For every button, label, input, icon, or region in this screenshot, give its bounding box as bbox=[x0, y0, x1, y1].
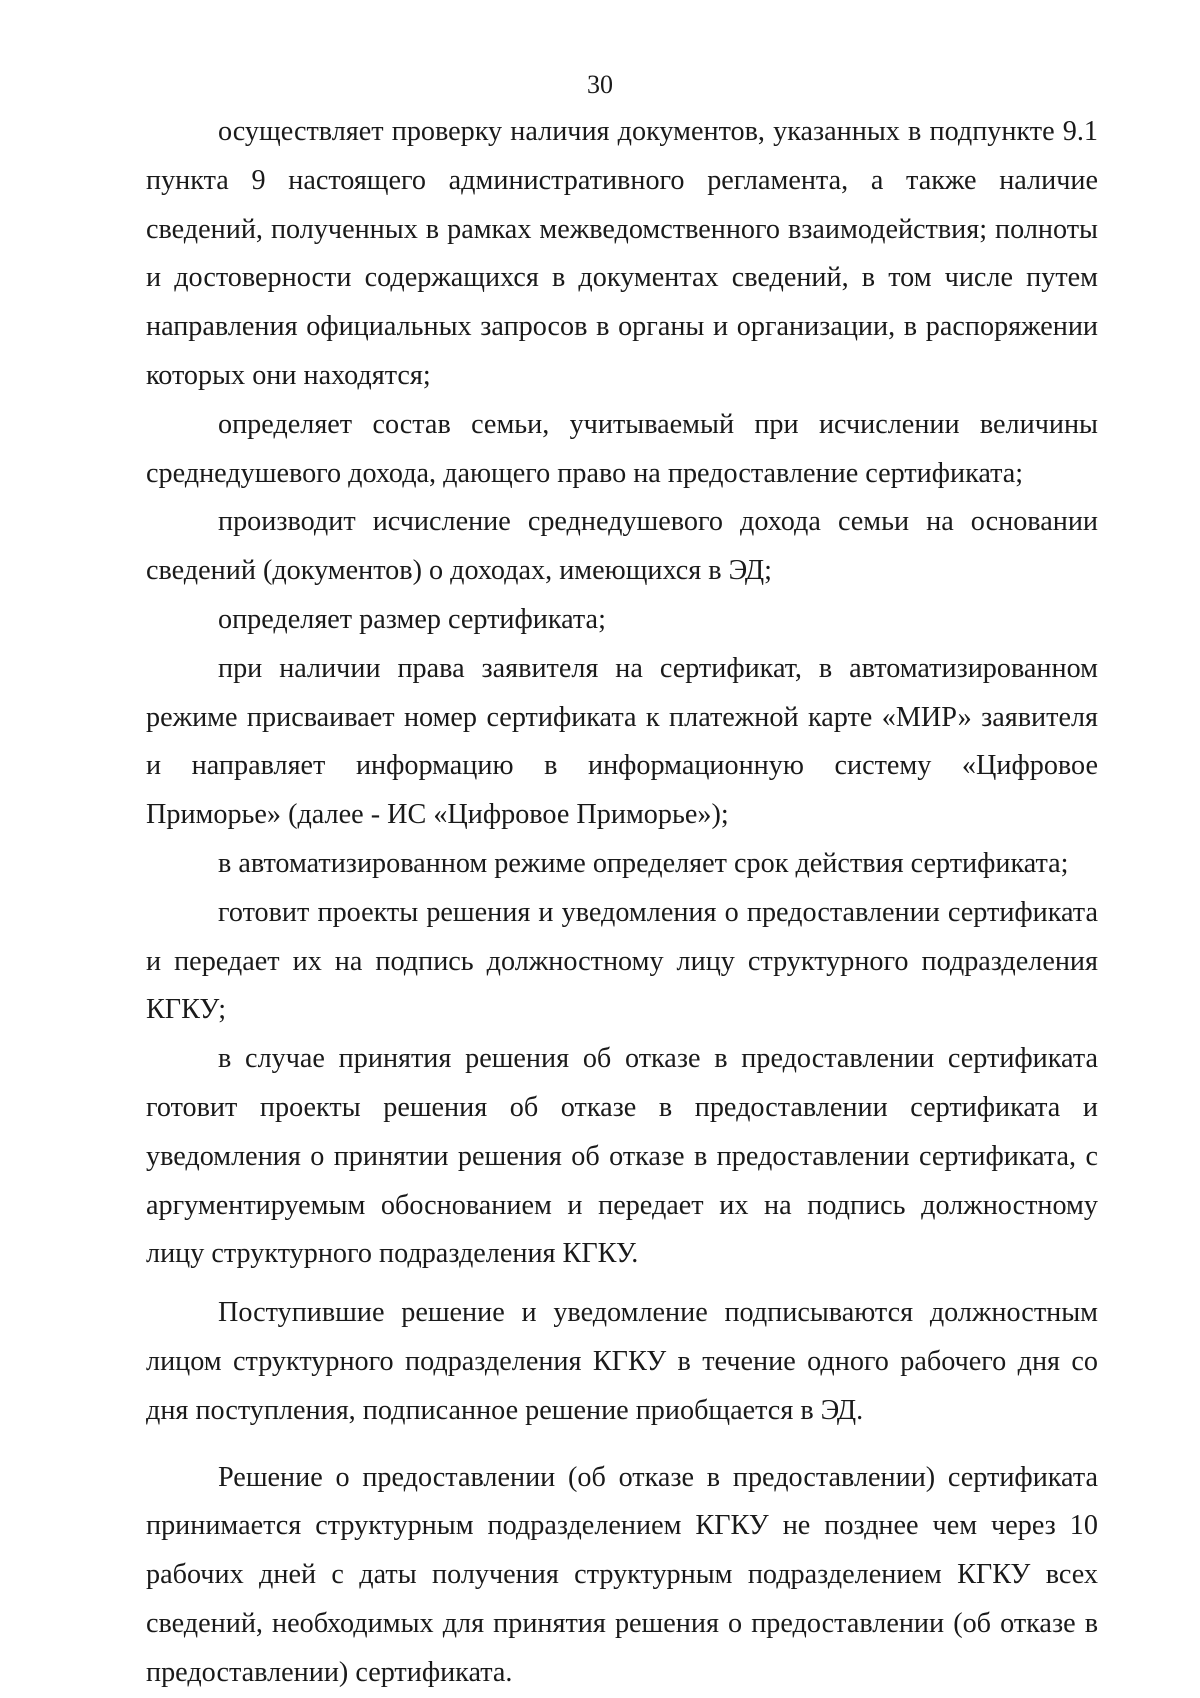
paragraph-certificate-number: при наличии права заявителя на сертификат, в автоматизированном режиме присваивает номер сертификата к платежной карте «МИР» заявителя и направляет информацию в информационную систему «Цифровое Приморье» (далее - ИС «Цифровое Приморье»); bbox=[146, 652, 1098, 831]
paragraph-family-composition: определяет состав семьи, учитываемый при исчислении величины среднедушевого дохода, дающего право на предоставление сертификата; bbox=[146, 408, 1098, 489]
page-number: 30 bbox=[587, 70, 613, 99]
paragraph-draft-decision: готовит проекты решения и уведомления о предоставлении сертификата и передает их на подпись должностному лицу структурного подразделения КГКУ; bbox=[146, 896, 1098, 1026]
paragraph-certificate-amount: определяет размер сертификата; bbox=[218, 603, 606, 635]
paragraph-document-verification: осуществляет проверку наличия документов, указанных в подпункте 9.1 пункта 9 настоящего административного регламента, а также наличие сведений, полученных в рамках межведомственного взаимодействия; полноты и достоверности содержащихся в документах сведений, в том числе путем направления официальных запросов в органы и организации, в распоряжении которых они находятся; bbox=[146, 116, 1098, 391]
paragraph-income-calculation: производит исчисление среднедушевого дохода семьи на основании сведений (документов) о доходах, имеющихся в ЭД; bbox=[146, 506, 1098, 587]
paragraph-decision-deadline: Решение о предоставлении (об отказе в предоставлении) сертификата принимается структурным подразделением КГКУ не позднее чем через 10 рабочих дней с даты получения структурным подразделением КГКУ всех сведений, необходимых для принятия решения о предоставлении (об отказе в предоставлении) сертификата. bbox=[146, 1461, 1098, 1688]
paragraph-refusal-case: в случае принятия решения об отказе в предоставлении сертификата готовит проекты решения об отказе в предоставлении сертификата и уведомления о принятии решения об отказе в предоставлении сертификата, с аргументируемым обоснованием и передает их на подпись должностному лицу структурного подразделения КГКУ. bbox=[146, 1043, 1098, 1270]
paragraph-signing: Поступившие решение и уведомление подписываются должностным лицом структурного подразделения КГКУ в течение одного рабочего дня со дня поступления, подписанное решение приобщается в ЭД. bbox=[146, 1297, 1098, 1426]
document-body bbox=[146, 108, 1098, 1698]
paragraph-validity-period: в автоматизированном режиме определяет срок действия сертификата; bbox=[218, 847, 1069, 879]
